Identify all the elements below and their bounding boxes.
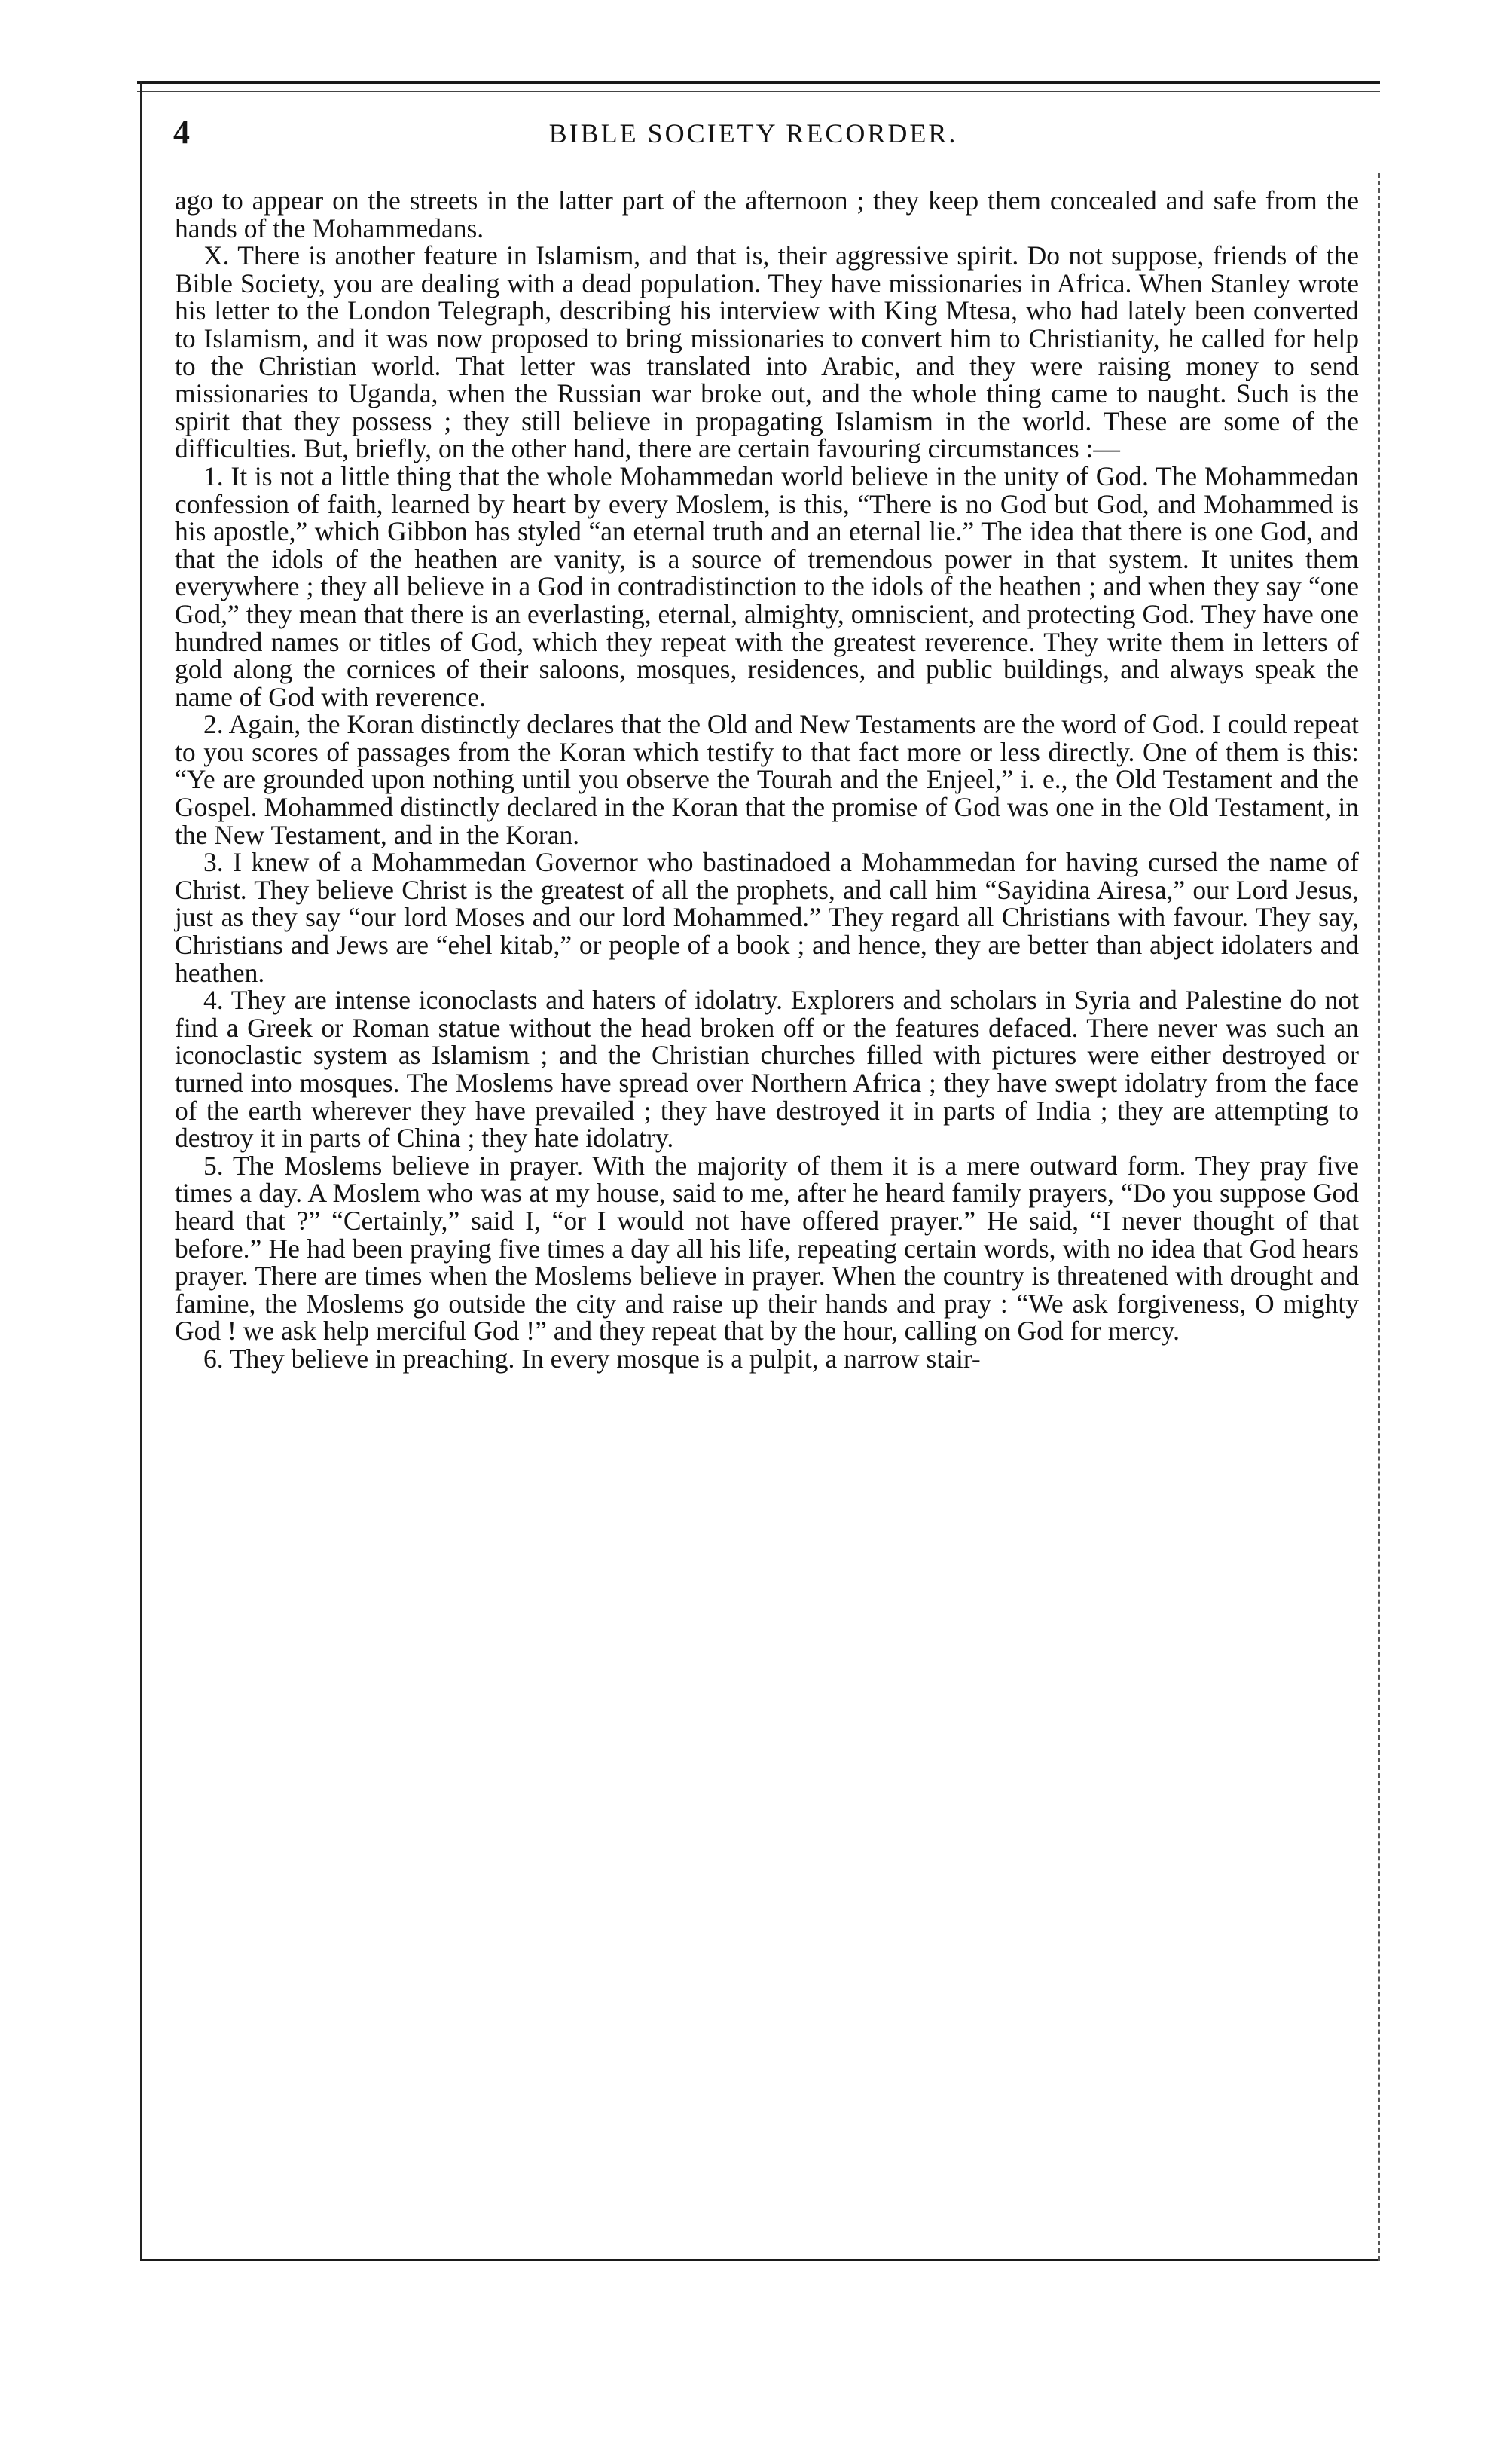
paragraph-christ-prophets: 3. I knew of a Mohammedan Governor who bastinadoed a Mohammedan for having cursed the name of Christ. They believe Christ is the greatest of all the prophets, and call him “Sayidina Airesa,” our Lord Jesus, just as they say “our lord Moses and our lord Mohammed.” They regard all Christians with favour. They say, Christians and Jews are “ehel kitab,” or people of a book ; and hence, they are better than abject idolaters and heathen.	[175, 847, 1359, 988]
paragraph-preaching: 6. They believe in preaching. In every mosque is a pulpit, a narrow stair-	[203, 1343, 981, 1374]
paragraph-koran-testaments: 2. Again, the Koran distinctly declares that the Old and New Testaments are the word of God. I could repeat to you scores of passages from the Koran which testify to that fact more or less directly. One of them is this: “Ye are grounded upon nothing until you observe the Tourah and the Enjeel,” i. e., the Old Testament and the Gospel. Mohammed distinctly declared in the Koran that the promise of God was one in the Old Testament, in the New Testament, and in the Koran.	[175, 709, 1359, 850]
paragraph-unity-of-god: 1. It is not a little thing that the whole Mohammedan world believe in the unity of God. The Mohammedan confession of faith, learned by heart by every Moslem, is this, “There is no God but God, and Mohammed is his apostle,” which Gibbon has styled “an eternal truth and an eternal lie.” The idea that there is one God, and that the idols of the heathen are vanity, is a source of tremendous power in that system. It unites them everywhere ; they all believe in a God in contradistinction to the idols of the heathen ; and when they say “one God,” they mean that there is an everlasting, eternal, almighty, omniscient, and protecting God. They have one hundred names or titles of God, which they repeat with the greatest reverence. They write them in letters of gold along the cornices of their saloons, mosques, residences, and public buildings, and always speak the name of God with reverence.	[175, 460, 1359, 712]
bottom-rule	[140, 2259, 1378, 2261]
running-head: BIBLE SOCIETY RECORDER.	[548, 118, 958, 148]
left-margin-rule	[140, 81, 142, 2261]
page-number: 4	[173, 114, 190, 151]
paragraph-prayer: 5. The Moslems believe in prayer. With the majority of them it is a mere outward form. They pray five times a day. A Moslem who was at my house, said to me, after he heard family prayers, “Do you suppose God heard that ?” “Certainly,” said I, “or I would not have offered prayer.” He said, “I never thought of that before.” He had been praying five times a day all his life, repeating certain words, with no idea that God hears prayer. There are times when the Moslems believe in prayer. When the country is threatened with drought and famine, the Moslems go outside the city and raise up their hands and pray : “We ask forgiveness, O mighty God ! we ask help merciful God !” and they repeat that by the hour, calling on God for mercy.	[175, 1150, 1359, 1347]
page-header	[151, 113, 1356, 151]
right-margin-rule	[1378, 173, 1380, 2261]
paragraph-continuation: ago to appear on the streets in the latter part of the afternoon ; they keep them concealed and safe from the hands of the Mohammedans.	[175, 185, 1359, 243]
paragraph-iconoclasts: 4. They are intense iconoclasts and haters of idolatry. Explorers and scholars in Syria and Palestine do not find a Greek or Roman statue without the head broken off or the features defaced. There never was such an iconoclastic system as Islamism ; and the Christian churches filled with pictures were either destroyed or turned into mosques. The Moslems have spread over Northern Africa ; they have swept idolatry from the face of the earth wherever they have prevailed ; they have destroyed it in parts of India ; they are attempting to destroy it in parts of China ; they hate idolatry.	[175, 985, 1359, 1154]
top-rule	[137, 81, 1380, 84]
article-body	[175, 187, 1359, 1373]
paragraph-aggressive-spirit: X. There is another feature in Islamism, and that is, their aggressive spirit. Do not suppose, friends of the Bible Society, you are dealing with a dead population. They have missionaries in Africa. When Stanley wrote his letter to the London Telegraph, describing his interview with King Mtesa, who had lately been converted to Islamism, and it was now proposed to bring missionaries to convert him to Christianity, he called for help to the Christian world. That letter was translated into Arabic, and they were raising money to send missionaries to Uganda, when the Russian war broke out, and the whole thing came to naught. Such is the spirit that they possess ; they still believe in propagating Islamism in the world. These are some of the difficulties. But, briefly, on the other hand, there are certain favouring circumstances :—	[175, 240, 1359, 464]
top-rule-thin	[137, 91, 1380, 92]
